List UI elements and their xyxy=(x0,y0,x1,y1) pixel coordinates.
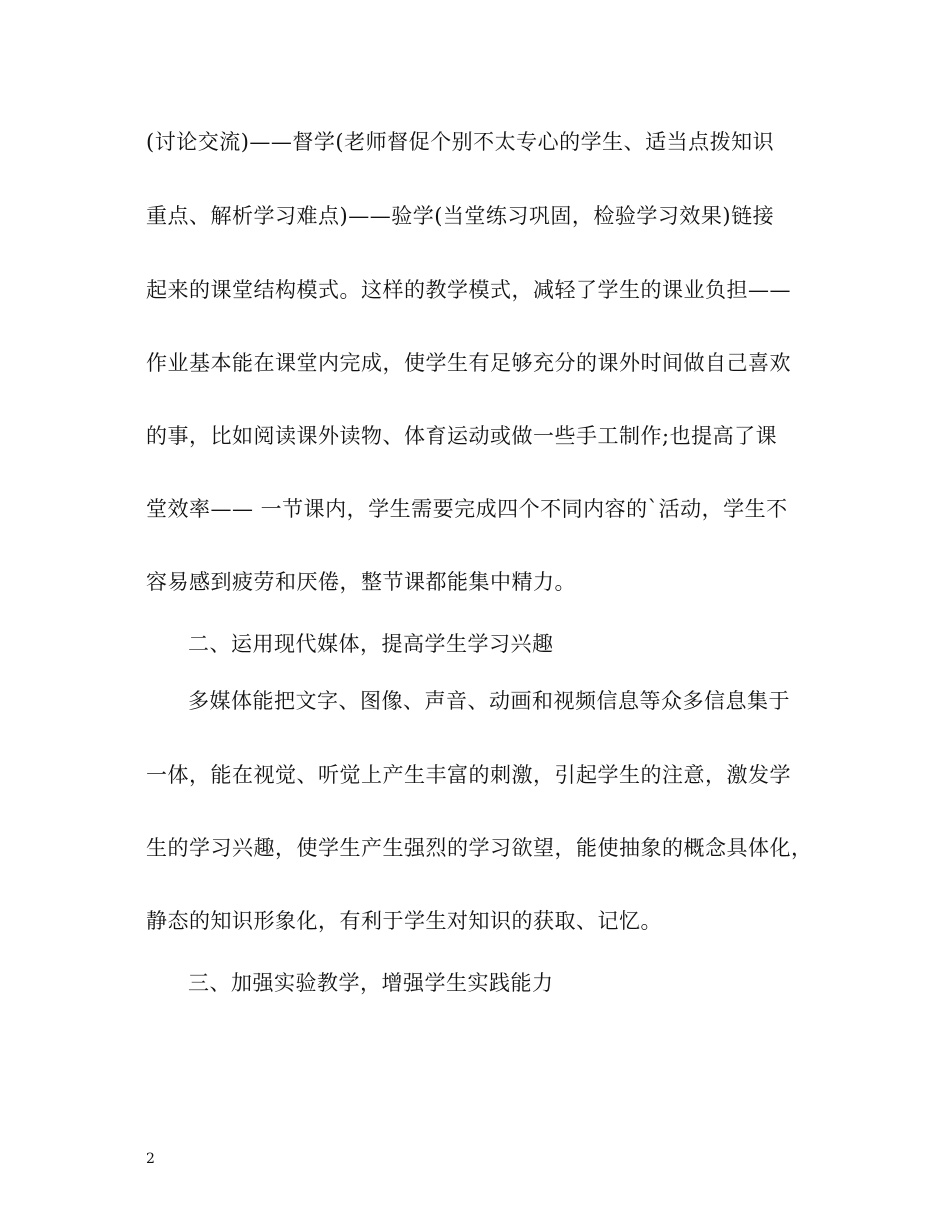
paragraph-line: 静态的知识形象化，有利于学生对知识的获取、记忆。 xyxy=(146,909,662,933)
paragraph-line: (讨论交流)——督学(老师督促个别不太专心的学生、适当点拨知识 xyxy=(146,130,775,154)
page-number: 2 xyxy=(146,1151,155,1167)
paragraph-line: 的事，比如阅读课外读物、体育运动或做一些手工制作;也提高了课 xyxy=(146,424,778,448)
paragraph-line: 起来的课堂结构模式。这样的教学模式，减轻了学生的课业负担—— xyxy=(146,278,791,302)
paragraph-line: 多媒体能把文字、图像、声音、动画和视频信息等众多信息集于 xyxy=(188,689,790,713)
paragraph-line: 一体，能在视觉、听觉上产生丰富的刺激，引起学生的注意，激发学 xyxy=(146,763,791,787)
paragraph-line: 容易感到疲劳和厌倦，整节课都能集中精力。 xyxy=(146,570,576,594)
section-heading: 二、运用现代媒体，提高学生学习兴趣 xyxy=(188,632,554,656)
paragraph-line: 作业基本能在课堂内完成，使学生有足够充分的课外时间做自己喜欢 xyxy=(146,351,791,375)
paragraph-line: 堂效率—— 一节课内，学生需要完成四个不同内容的`活动，学生不 xyxy=(146,497,788,521)
paragraph-line: 生的学习兴趣，使学生产生强烈的学习欲望，能使抽象的概念具体化， xyxy=(146,836,813,860)
section-heading: 三、加强实验教学，增强学生实践能力 xyxy=(188,971,554,995)
paragraph-line: 重点、解析学习难点)——验学(当堂练习巩固，检验学习效果)链接 xyxy=(146,204,775,228)
